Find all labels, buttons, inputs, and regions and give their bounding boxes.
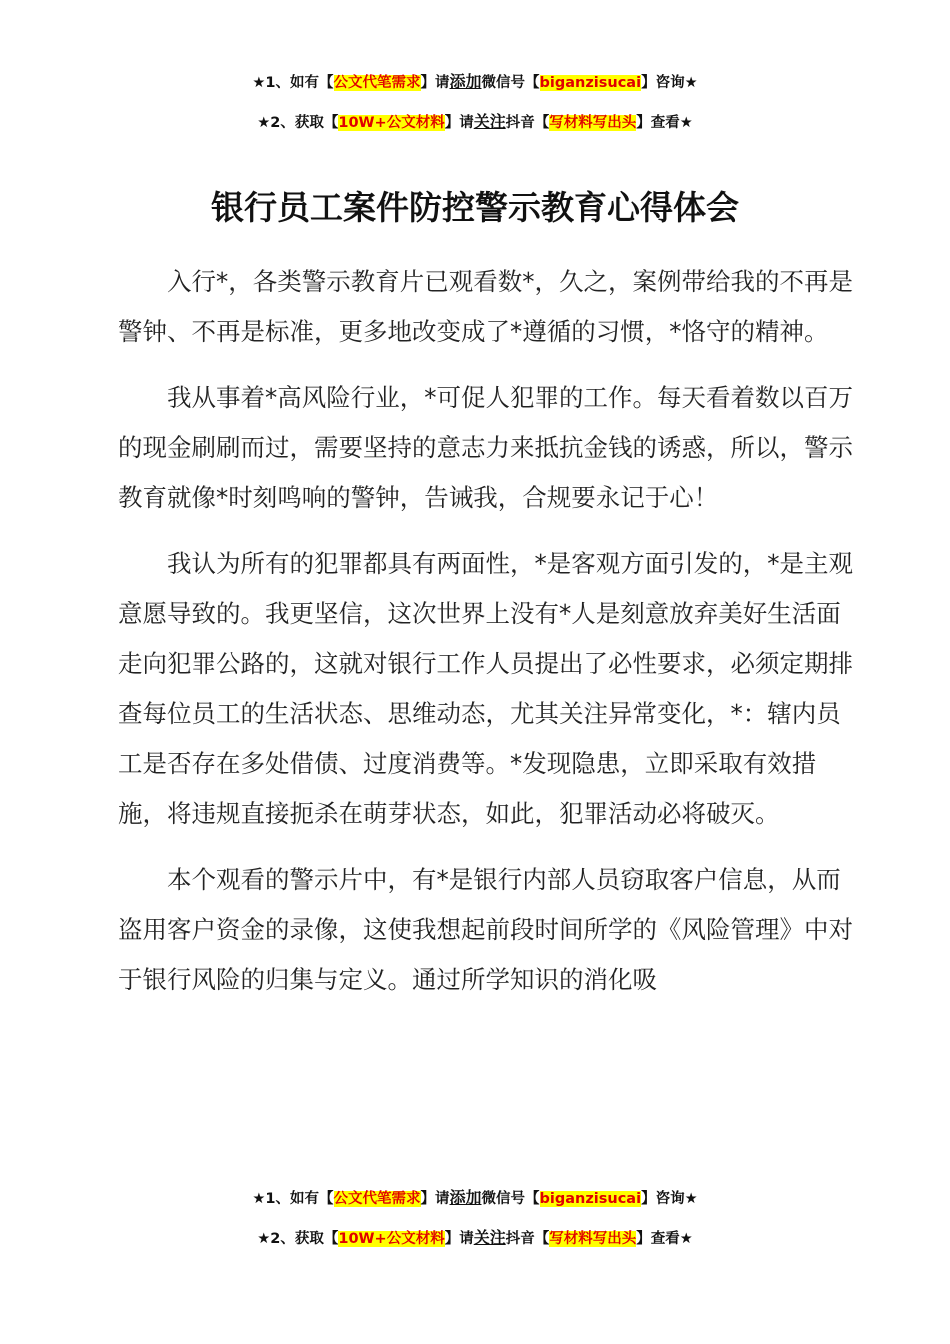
header-promo-line-2 xyxy=(0,112,950,133)
promo-text: 】查看★ xyxy=(636,1231,693,1247)
promo-text: ★2、获取【 xyxy=(257,1231,339,1247)
header-promo-line-1 xyxy=(0,72,950,93)
promo-text: ★1、如有【 xyxy=(252,75,334,91)
promo-highlight: 10W+公文材料 xyxy=(338,1231,445,1247)
promo-text: 】咨询★ xyxy=(641,1191,698,1207)
promo-highlight-douyin: 写材料写出头 xyxy=(549,1231,637,1247)
promo-highlight-wechat: biganzisucai xyxy=(539,75,642,91)
promo-highlight-douyin: 写材料写出头 xyxy=(549,115,637,131)
promo-text: ★1、如有【 xyxy=(252,1191,334,1207)
promo-underline: 添加 xyxy=(449,1188,482,1207)
promo-highlight: 公文代笔需求 xyxy=(333,75,421,91)
promo-text: 】请 xyxy=(420,1191,450,1207)
promo-text: 】查看★ xyxy=(636,115,693,131)
promo-highlight: 10W+公文材料 xyxy=(338,115,445,131)
promo-text: 】请 xyxy=(420,75,450,91)
promo-text: 抖音【 xyxy=(505,115,550,131)
body-paragraph: 本个观看的警示片中，有*是银行内部人员窃取客户信息，从而盗用客户资金的录像，这使我想起前段时间所学的《风险管理》中对于银行风险的归集与定义。通过所学知识的消化吸 xyxy=(118,865,853,994)
promo-text: 】请 xyxy=(444,115,474,131)
promo-text: 】咨询★ xyxy=(641,75,698,91)
promo-text: ★2、获取【 xyxy=(257,115,339,131)
footer-promo-line-2 xyxy=(0,1228,950,1249)
promo-underline: 关注 xyxy=(473,112,506,131)
promo-text: 抖音【 xyxy=(505,1231,550,1247)
document-body xyxy=(118,257,860,1021)
body-paragraph: 我认为所有的犯罪都具有两面性，*是客观方面引发的，*是主观意愿导致的。我更坚信，这次世界上没有*人是刻意放弃美好生活面走向犯罪公路的，这就对银行工作人员提出了必性要求，必须定期排查每位员工的生活状态、思维动态，尤其关注异常变化，*：辖内员工是否存在多处借债、过度消费等。*发现隐患，立即采取有效措施，将违规直接扼杀在萌芽状态，如此，犯罪活动必将破灭。 xyxy=(118,549,853,828)
body-paragraph: 入行*，各类警示教育片已观看数*，久之，案例带给我的不再是警钟、不再是标准，更多地改变成了*遵循的习惯，*恪守的精神。 xyxy=(118,267,853,346)
promo-highlight: 公文代笔需求 xyxy=(333,1191,421,1207)
document-title: 银行员工案件防控警示教育心得体会 xyxy=(211,188,739,227)
body-paragraph: 我从事着*高风险行业，*可促人犯罪的工作。每天看着数以百万的现金刷刷而过，需要坚持的意志力来抵抗金钱的诱惑，所以，警示教育就像*时刻鸣响的警钟，告诫我，合规要永记于心！ xyxy=(118,383,853,512)
promo-underline: 关注 xyxy=(473,1228,506,1247)
promo-text: 】请 xyxy=(444,1231,474,1247)
footer-promo-line-1 xyxy=(0,1188,950,1209)
promo-text: 微信号【 xyxy=(481,1191,540,1207)
promo-text: 微信号【 xyxy=(481,75,540,91)
promo-highlight-wechat: biganzisucai xyxy=(539,1191,642,1207)
promo-underline: 添加 xyxy=(449,72,482,91)
